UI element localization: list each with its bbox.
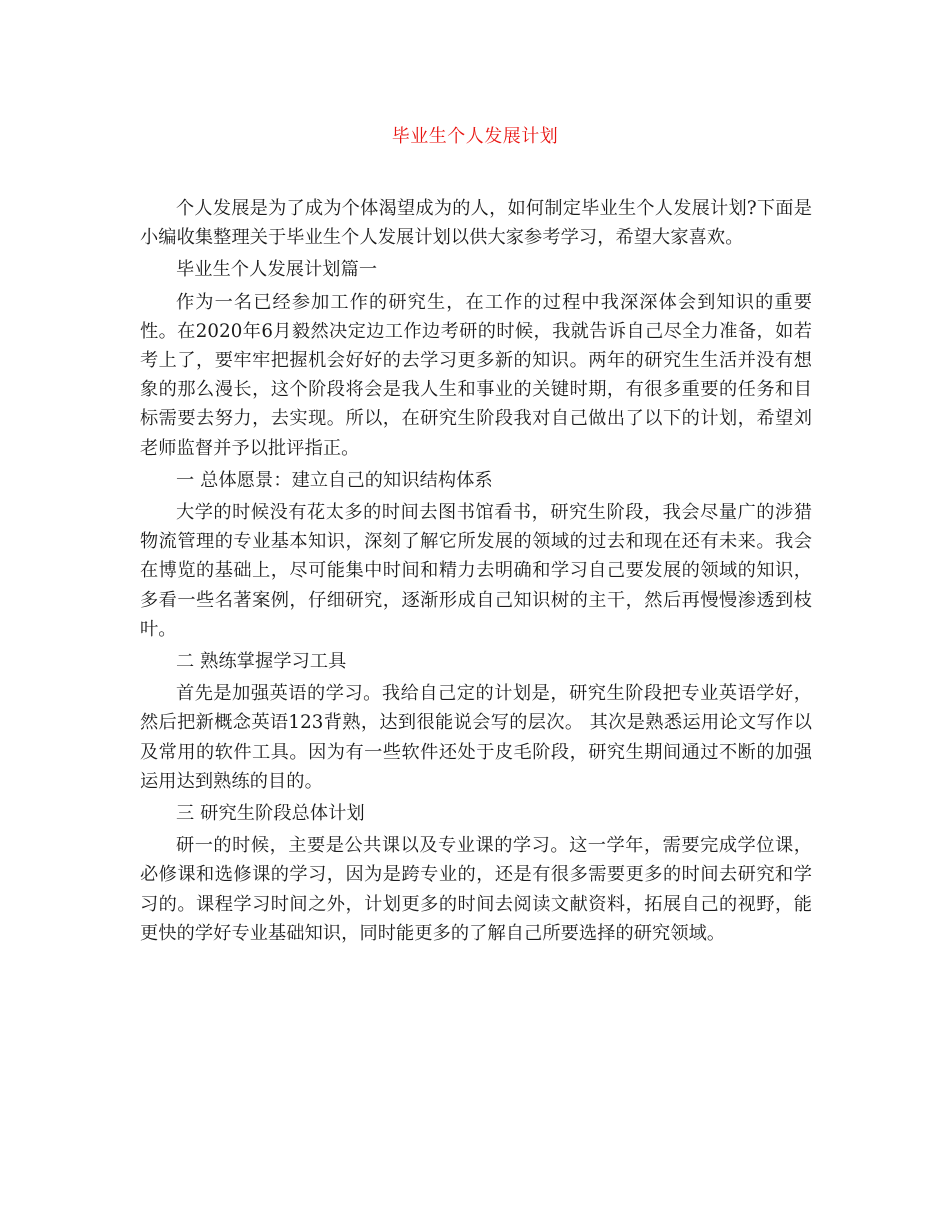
section-heading-overall-vision: 一 总体愿景：建立自己的知识结构体系: [176, 469, 493, 491]
section-heading-learning-tools: 二 熟练掌握学习工具: [176, 651, 347, 673]
document-body: [140, 194, 812, 951]
body-paragraph: 作为一名已经参加工作的研究生，在工作的过程中我深深体会到知识的重要性。在2020年6月毅然决定边工作边考研的时候，我就告诉自己尽全力准备，如若考上了，要牢牢把握机会好好的去学习更多新的知识。两年的研究生生活并没有想象的那么漫长，这个阶段将会是我人生和事业的关键时期，有很多重要的任务和目标需要去努力，去实现。所以，在研究生阶段我对自己做出了以下的计划，希望刘老师监督并予以批评指正。: [140, 291, 812, 459]
body-paragraph: 大学的时候没有花太多的时间去图书馆看书，研究生阶段，我会尽量广的涉猎物流管理的专业基本知识，深刻了解它所发展的领域的过去和现在还有未来。我会在博览的基础上，尽可能集中时间和精力去明确和学习自己要发展的领域的知识，多看一些名著案例，仔细研究，逐渐形成自己知识树的主干，然后再慢慢渗透到枝叶。: [140, 502, 812, 640]
intro-paragraph: 个人发展是为了成为个体渴望成为的人，如何制定毕业生个人发展计划?下面是小编收集整理关于毕业生个人发展计划以供大家参考学习，希望大家喜欢。: [140, 198, 812, 249]
section-heading-part-one: 毕业生个人发展计划篇一: [176, 259, 378, 281]
body-paragraph: 首先是加强英语的学习。我给自己定的计划是，研究生阶段把专业英语学好，然后把新概念英语123背熟，达到很能说会写的层次。 其次是熟悉运用论文写作以及常用的软件工具。因为有一些软件还处于皮毛阶段，研究生期间通过不断的加强运用达到熟练的目的。: [140, 683, 812, 792]
section-heading-overall-plan: 三 研究生阶段总体计划: [176, 803, 365, 825]
document-title: 毕业生个人发展计划: [391, 126, 559, 147]
body-paragraph: 研一的时候，主要是公共课以及专业课的学习。这一学年，需要完成学位课，必修课和选修课的学习，因为是跨专业的，还是有很多需要更多的时间去研究和学习的。课程学习时间之外，计划更多的时间去阅读文献资料，拓展自己的视野，能更快的学好专业基础知识，同时能更多的了解自己所要选择的研究领域。: [140, 835, 812, 944]
